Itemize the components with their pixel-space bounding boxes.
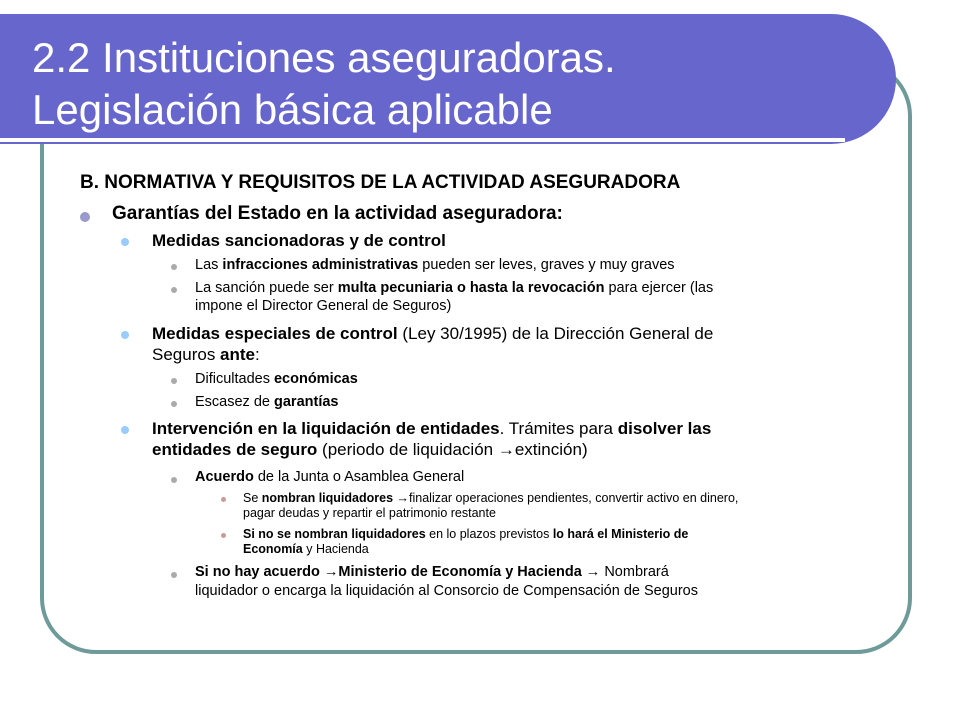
liquidators-text-c: finalizar operaciones pendientes, convertir activo en dinero, <box>409 491 739 505</box>
no-liquidators-item-cont <box>243 542 369 556</box>
agreement-text-b: de la Junta o Asamblea General <box>253 469 465 485</box>
agreement-item <box>195 469 464 485</box>
infractions-text-c: pueden ser leves, graves y muy graves <box>418 257 675 273</box>
sanctions-item <box>152 231 446 251</box>
economic-text-a: Dificultades <box>195 371 274 387</box>
guarantee-shortage-item <box>195 394 338 410</box>
sanction-text-b: multa pecuniaria o hasta la revocación <box>337 280 605 296</box>
no-liquidators-text-a: Si no se nombran liquidadores <box>243 527 426 541</box>
bullet-l3 <box>171 264 177 270</box>
bullet-l1 <box>80 212 90 222</box>
infractions-item <box>195 257 675 273</box>
sanction-text-a: La sanción puede ser <box>195 280 338 296</box>
special-measures-text-d: ante <box>220 345 256 364</box>
special-measures-item <box>152 324 713 344</box>
economic-difficulties-item <box>195 371 358 387</box>
liquidators-text-b: nombran liquidadores <box>261 491 394 505</box>
intervention-text-d: entidades de seguro <box>152 440 318 459</box>
special-measures-text-c: Seguros <box>152 345 221 364</box>
no-liquidators-text-e: y Hacienda <box>302 542 369 556</box>
agreement-text-a: Acuerdo <box>195 469 254 485</box>
intervention-text-a: Intervención en la liquidación de entidades <box>152 419 500 438</box>
section-heading: B. NORMATIVA Y REQUISITOS DE LA ACTIVIDAD ASEGURADORA <box>80 172 681 193</box>
intervention-text-b: . Trámites para <box>499 419 618 438</box>
sanction-text-c: para ejercer (las <box>604 280 714 296</box>
bullet-l2 <box>121 331 129 339</box>
arrow-icon: → <box>396 491 410 505</box>
sanction-item-cont: impone el Director General de Seguros) <box>195 298 452 314</box>
infractions-text-b: infracciones administrativas <box>222 257 419 273</box>
bullet-l3 <box>171 477 177 483</box>
arrow-icon: → <box>585 564 601 580</box>
economic-text-b: económicas <box>273 371 358 387</box>
no-agreement-item-cont: liquidador o encarga la liquidación al Consorcio de Compensación de Seguros <box>195 583 698 599</box>
infractions-text-a: Las <box>195 257 223 273</box>
bullet-l4 <box>221 497 226 502</box>
bullet-l2 <box>121 238 129 246</box>
arrow-icon: → <box>323 564 339 580</box>
title-line-1: 2.2 Instituciones aseguradoras. <box>32 34 616 81</box>
intervention-text-e: (periodo de liquidación <box>317 440 498 459</box>
no-agreement-text-a: Si no hay acuerdo <box>195 564 324 580</box>
bullet-l3 <box>171 572 177 578</box>
bullet-l3 <box>171 287 177 293</box>
no-liquidators-text-c: lo hará el Ministerio de <box>552 527 689 541</box>
intervention-item <box>152 419 711 439</box>
bullet-l2 <box>121 426 129 434</box>
no-liquidators-text-d: Economía <box>243 542 303 556</box>
sanction-item <box>195 280 713 296</box>
bullet-l4 <box>221 533 226 538</box>
special-measures-text-a: Medidas especiales de control <box>152 324 398 343</box>
intervention-text-c: disolver las <box>617 419 712 438</box>
title-line-2: Legislación básica aplicable <box>32 86 553 133</box>
shortage-text-a: Escasez de <box>195 394 274 410</box>
no-liquidators-text-b: en lo plazos previstos <box>425 527 553 541</box>
liquidators-item <box>243 491 738 505</box>
bullet-l3 <box>171 378 177 384</box>
no-agreement-text-b: Ministerio de Economía y Hacienda <box>338 564 582 580</box>
sanctions-text: Medidas sancionadoras y de control <box>152 231 446 250</box>
no-liquidators-item <box>243 527 688 541</box>
no-agreement-text-c: Nombrará <box>600 564 669 580</box>
intervention-item-cont <box>152 440 588 460</box>
special-measures-text-b: (Ley 30/1995) de la Dirección General de <box>397 324 714 343</box>
bullet-l3 <box>171 401 177 407</box>
guarantees-text: Garantías del Estado en la actividad aseguradora: <box>112 203 563 224</box>
liquidators-text-a: Se <box>243 491 262 505</box>
arrow-icon: → <box>497 440 515 459</box>
special-measures-item-cont <box>152 345 260 365</box>
intervention-text-f: extinción) <box>514 440 588 459</box>
no-agreement-item <box>195 564 669 580</box>
liquidators-item-cont: pagar deudas y repartir el patrimonio restante <box>243 506 496 520</box>
shortage-text-b: garantías <box>274 394 339 410</box>
special-measures-text-e: : <box>255 345 260 364</box>
guarantees-item <box>112 203 563 225</box>
